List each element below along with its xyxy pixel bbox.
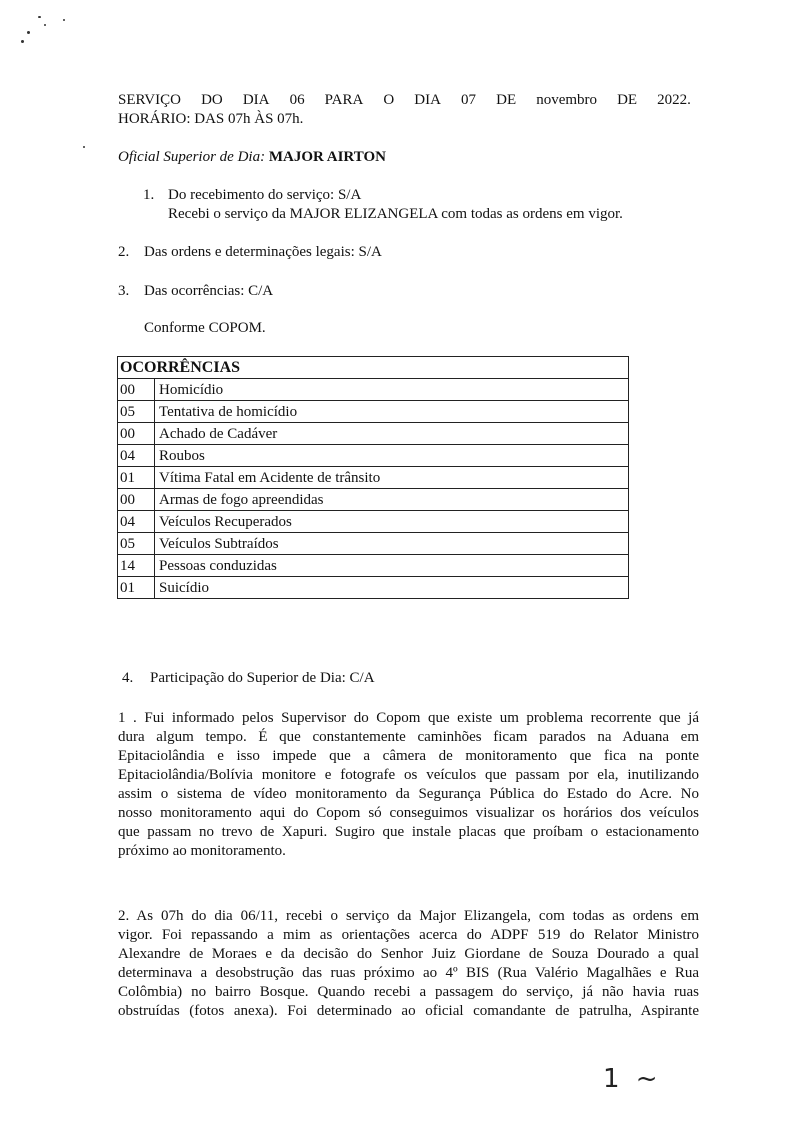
handwritten-page-mark: 1 ~: [603, 1064, 662, 1094]
table-row: [118, 379, 629, 401]
occurrence-count: 14: [118, 555, 155, 577]
paragraph-line: vigor. Foi repassando a mim as orientações acerca do ADPF 519 do Relator Ministro: [118, 927, 699, 943]
occurrence-label: Veículos Subtraídos: [155, 533, 629, 555]
header-word: DIA: [242, 92, 270, 108]
paragraph-line: assim o sistema de vídeo monitoramento da Segurança Pública do Estado do Acre. No: [118, 786, 699, 802]
occurrence-count: 05: [118, 401, 155, 423]
paragraph-line: 2. As 07h do dia 06/11, recebi o serviço da Major Elizangela, com todas as ordens em: [118, 908, 699, 924]
header-word: 07: [461, 92, 477, 108]
paragraph-line: Colômbia) no bairro Bosque. Quando recebi a passagem do serviço, já não havia ruas: [118, 984, 699, 1000]
occurrence-count: 00: [118, 379, 155, 401]
header-word: 2022.: [657, 92, 691, 108]
item-1-detail: Recebi o serviço da MAJOR ELIZANGELA com todas as ordens em vigor.: [168, 206, 623, 222]
item-4-title: Participação do Superior de Dia: C/A: [150, 670, 375, 686]
item-2-number: 2.: [118, 244, 130, 260]
item-1-title: Do recebimento do serviço: S/A: [168, 187, 362, 203]
header-word: DO: [201, 92, 223, 108]
occurrence-label: Tentativa de homicídio: [155, 401, 629, 423]
officer-label: Oficial Superior de Dia:: [118, 149, 266, 165]
header-word: PARA: [324, 92, 364, 108]
occurrence-count: 01: [118, 577, 155, 599]
paragraph-line: nosso monitoramento aqui do Copom só conseguimos visualizar os horários dos veículos: [118, 805, 699, 821]
occurrence-count: 00: [118, 423, 155, 445]
occurrence-count: 01: [118, 467, 155, 489]
table-row: [118, 423, 629, 445]
occurrence-count: 04: [118, 445, 155, 467]
officer-name: MAJOR AIRTON: [268, 149, 386, 165]
table-row: [118, 577, 629, 599]
paragraph-line: Epitaciolândia/Bolívia monitore e fotografe os veículos que passam por ela, inutilizando: [118, 767, 699, 783]
table-header: OCORRÊNCIAS: [118, 357, 629, 379]
occurrence-label: Homicídio: [155, 379, 629, 401]
table-row: [118, 511, 629, 533]
paragraph-line: dura algum tempo. É que constantemente caminhões ficam parados na Aduana em: [118, 729, 699, 745]
occurrence-label: Vítima Fatal em Acidente de trânsito: [155, 467, 629, 489]
occurrences-table: [117, 356, 629, 599]
table-row: [118, 533, 629, 555]
paragraph-line: 1 . Fui informado pelos Supervisor do Copom que existe um problema recorrente que já: [118, 710, 699, 726]
item-3-detail: Conforme COPOM.: [144, 320, 266, 336]
table-row: [118, 555, 629, 577]
occurrence-count: 04: [118, 511, 155, 533]
paragraph-line: Alexandre de Moraes e da decisão do Senhor Juiz Giordane de Souza Dourado a qual: [118, 946, 699, 962]
table-row: [118, 401, 629, 423]
occurrence-label: Achado de Cadáver: [155, 423, 629, 445]
header-word: O: [383, 92, 395, 108]
table-row: [118, 445, 629, 467]
paragraph-line: que passam no trevo de Xapuri. Sugiro que instale placas que proíbam o estacionamento: [118, 824, 699, 840]
item-1-number: 1.: [143, 187, 155, 203]
header-word: 06: [289, 92, 305, 108]
paragraph-line: Epitaciolândia e isso impede que a câmera de monitoramento que fica na ponte: [118, 748, 699, 764]
header-word: SERVIÇO: [118, 92, 181, 108]
header-word: DIA: [414, 92, 441, 108]
occurrence-count: 00: [118, 489, 155, 511]
item-3-title: Das ocorrências: C/A: [144, 283, 274, 299]
table-row: [118, 489, 629, 511]
occurrence-label: Veículos Recuperados: [155, 511, 629, 533]
header-line-1: [118, 92, 691, 109]
occurrence-label: Armas de fogo apreendidas: [155, 489, 629, 511]
header-line-2: HORÁRIO: DAS 07h ÀS 07h.: [118, 111, 304, 127]
paragraph-line: obstruídas (fotos anexa). Foi determinado ao oficial comandante de patrulha, Aspirante: [118, 1003, 699, 1019]
table-header-row: [118, 357, 629, 379]
item-4-number: 4.: [122, 670, 134, 686]
paragraph-line: determinava a desobstrução das ruas próximo ao 4º BIS (Rua Valério Magalhães e Rua: [118, 965, 699, 981]
occurrence-label: Pessoas conduzidas: [155, 555, 629, 577]
paragraph-line: próximo ao monitoramento.: [118, 843, 286, 859]
paragraph-2: [118, 907, 699, 1021]
occurrence-label: Roubos: [155, 445, 629, 467]
header-word: DE: [617, 92, 638, 108]
table-row: [118, 467, 629, 489]
header-word: DE: [496, 92, 517, 108]
item-2-title: Das ordens e determinações legais: S/A: [144, 244, 382, 260]
officer-line: [118, 149, 386, 166]
occurrence-count: 05: [118, 533, 155, 555]
occurrence-label: Suicídio: [155, 577, 629, 599]
item-3-number: 3.: [118, 283, 130, 299]
header-word: novembro: [536, 92, 598, 108]
paragraph-1: [118, 709, 699, 861]
